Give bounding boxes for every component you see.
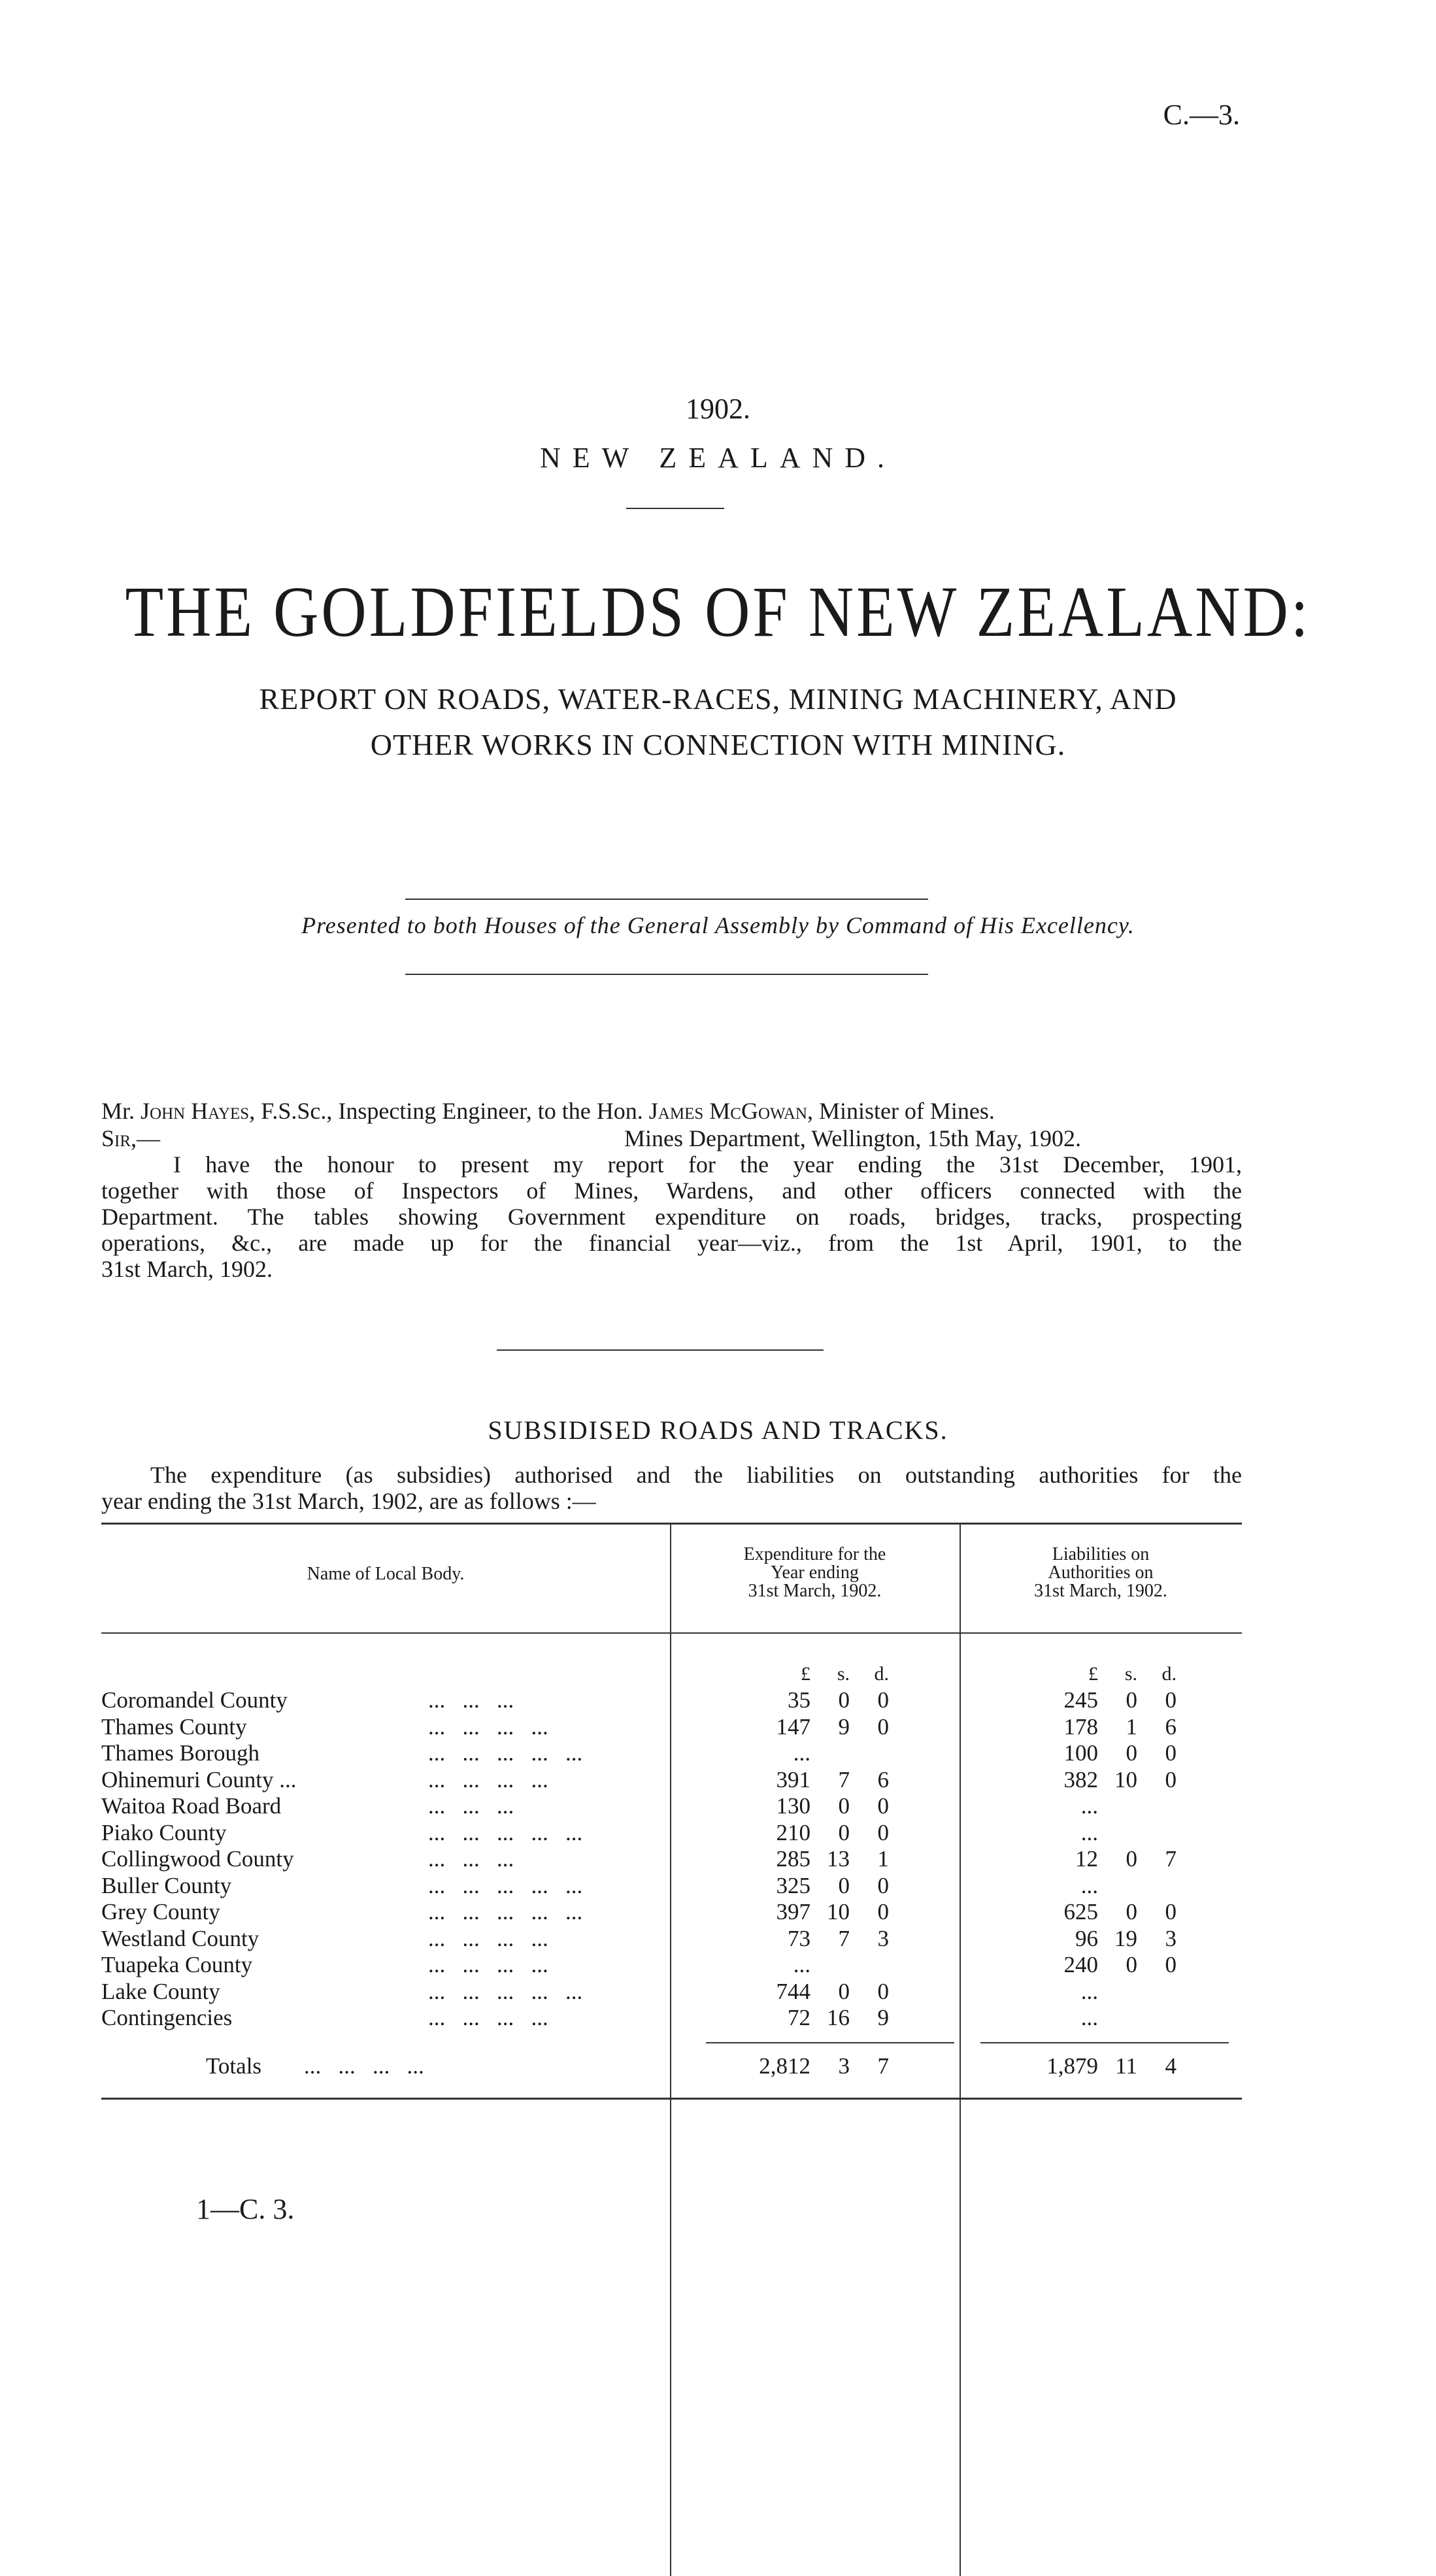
liabilities-pounds: 240 — [1063, 1952, 1098, 1977]
row-leader: ... ... ... — [428, 1793, 514, 1819]
section-intro-line-1: The expenditure (as subsidies) authorised and the liabilities on outstanding authorities for the — [150, 1462, 1242, 1488]
document-title: THE GOLDFIELDS OF NEW ZEALAND: — [125, 570, 1311, 652]
header-text: 31st March, 1902. — [748, 1581, 882, 1601]
liabilities-pence: 0 — [1165, 1740, 1177, 1766]
liabilities-pence: 0 — [1165, 1766, 1177, 1792]
header-text: Year ending — [771, 1562, 859, 1583]
header-text: Liabilities on — [1052, 1544, 1150, 1564]
address-middle: , F.S.Sc., Inspecting Engineer, to the Hon. — [249, 1098, 649, 1124]
table-row — [101, 1767, 1242, 1794]
liabilities-pounds: 245 — [1063, 1687, 1098, 1713]
liabilities-shillings: 0 — [1126, 1899, 1137, 1924]
unit-pence: d. — [874, 1663, 889, 1685]
expenditure-shillings: 7 — [838, 1925, 850, 1951]
page-reference: C.—3. — [1163, 99, 1240, 131]
place-date: Mines Department, Wellington, 15th May, 1902. — [624, 1125, 1082, 1151]
document-subtitle — [0, 676, 1436, 768]
liabilities-shillings: 10 — [1114, 1766, 1137, 1792]
row-leader: ... ... ... ... ... — [428, 1819, 583, 1845]
liabilities-pounds: 178 — [1063, 1713, 1098, 1740]
liabilities-shillings: 19 — [1114, 1925, 1137, 1951]
unit-pence: d. — [1161, 1663, 1177, 1685]
column-header-expenditure — [670, 1545, 960, 1600]
header-text: Authorities on — [1048, 1562, 1154, 1583]
row-name: Grey County — [101, 1899, 220, 1924]
row-leader: ... ... ... ... — [428, 1952, 548, 1977]
row-leader: ... ... ... ... ... — [428, 1978, 583, 2004]
liabilities-pounds: 12 — [1075, 1846, 1098, 1872]
liabilities-pounds: ... — [1080, 1819, 1098, 1845]
letter-body-line-5: 31st March, 1902. — [101, 1256, 273, 1282]
sender-name: John Hayes — [141, 1098, 250, 1124]
expenditure-pence: 6 — [877, 1766, 889, 1792]
liabilities-pounds: 96 — [1075, 1925, 1098, 1951]
expenditure-shillings: 10 — [827, 1899, 850, 1924]
table-row — [101, 1926, 1242, 1953]
country-heading: NEW ZEALAND. — [539, 442, 897, 474]
letter-address — [101, 1098, 1242, 1124]
liabilities-pence: 0 — [1165, 1899, 1177, 1924]
unit-shillings: s. — [837, 1663, 850, 1685]
table-row — [101, 1793, 1242, 1820]
column-header-liabilities — [960, 1545, 1242, 1600]
row-name: Ohinemuri County ... — [101, 1766, 297, 1792]
row-leader: ... ... ... — [428, 1687, 514, 1713]
expenditure-shillings: 0 — [838, 1793, 850, 1819]
liabilities-pence: 0 — [1165, 1952, 1177, 1977]
expenditure-pounds: 73 — [788, 1925, 810, 1951]
expenditure-pounds: 35 — [788, 1687, 810, 1713]
row-leader: ... ... ... ... — [428, 2005, 548, 2030]
expenditure-shillings: 0 — [838, 1819, 850, 1845]
expenditure-pounds: 210 — [776, 1819, 810, 1845]
table-top-rule — [101, 1523, 1242, 1525]
letter-body-line-2: together with those of Inspectors of Mines, Wardens, and other officers connected with the — [101, 1178, 1242, 1204]
divider — [405, 899, 928, 900]
expenditure-pounds: 72 — [788, 2005, 810, 2030]
liabilities-pence: 3 — [1165, 1925, 1177, 1951]
row-name: Piako County — [101, 1819, 227, 1845]
liabilities-shillings: 0 — [1126, 1846, 1137, 1872]
expenditure-shillings: 13 — [827, 1846, 850, 1872]
totals-rule — [980, 2042, 1229, 2043]
liabilities-shillings: 0 — [1126, 1952, 1137, 1977]
table-row — [101, 1873, 1242, 1900]
liabilities-pounds: 100 — [1063, 1740, 1098, 1766]
total-expenditure-pounds: 2,812 — [759, 2053, 810, 2079]
expenditure-pence: 0 — [877, 1793, 889, 1819]
expenditure-shillings: 0 — [838, 1978, 850, 2004]
expenditure-pounds: 391 — [776, 1766, 810, 1792]
expenditure-pence: 3 — [877, 1925, 889, 1951]
liabilities-pounds: 382 — [1063, 1766, 1098, 1792]
address-prefix: Mr. — [101, 1098, 141, 1124]
expenditure-pounds: 285 — [776, 1846, 810, 1872]
row-leader: ... ... ... ... — [428, 1925, 548, 1951]
liabilities-pounds: 625 — [1063, 1899, 1098, 1924]
report-year: 1902. — [686, 393, 750, 425]
liabilities-pounds: ... — [1080, 2005, 1098, 2030]
row-leader: ... ... ... — [428, 1846, 514, 1872]
row-leader: ... ... ... ... ... — [428, 1740, 583, 1766]
total-expenditure-shillings: 3 — [838, 2053, 850, 2079]
table-bottom-rule — [101, 2098, 1242, 2100]
divider — [405, 974, 928, 975]
expenditure-pence: 9 — [877, 2005, 889, 2030]
expenditure-shillings: 16 — [827, 2005, 850, 2030]
table-header-rule — [101, 1632, 1242, 1634]
total-liabilities-shillings: 11 — [1115, 2053, 1137, 2079]
row-leader: ... ... ... ... — [428, 1713, 548, 1740]
divider — [497, 1349, 824, 1351]
liabilities-shillings: 0 — [1126, 1740, 1137, 1766]
expenditure-pence: 0 — [877, 1872, 889, 1898]
row-name: Contingencies — [101, 2005, 233, 2030]
presentation-note: Presented to both Houses of the General Assembly by Command of His Excellency. — [301, 912, 1135, 938]
row-name: Lake County — [101, 1978, 220, 2004]
table-row — [101, 1820, 1242, 1847]
row-name: Buller County — [101, 1872, 232, 1898]
section-intro-line-2: year ending the 31st March, 1902, are as follows :— — [101, 1488, 596, 1514]
liabilities-pounds: ... — [1080, 1793, 1098, 1819]
liabilities-pence: 0 — [1165, 1687, 1177, 1713]
liabilities-shillings: 0 — [1126, 1687, 1137, 1713]
row-name: Thames County — [101, 1713, 247, 1740]
letter-body-line-1: I have the honour to present my report for the year ending the 31st December, 1901, — [173, 1151, 1242, 1178]
address-suffix: , Minister of Mines. — [807, 1098, 995, 1124]
expenditure-pence: 0 — [877, 1819, 889, 1845]
expenditure-pence: 0 — [877, 1899, 889, 1924]
row-leader: ... ... ... ... ... — [428, 1872, 583, 1898]
letter-salutation-line — [101, 1125, 1242, 1151]
total-liabilities-pence: 4 — [1165, 2053, 1177, 2079]
subtitle-line-1: REPORT ON ROADS, WATER-RACES, MINING MACHINERY, AND — [259, 682, 1177, 716]
expenditure-pence: 0 — [877, 1978, 889, 2004]
unit-shillings: s. — [1124, 1663, 1137, 1685]
divider — [626, 508, 724, 509]
unit-pounds: £ — [1088, 1663, 1098, 1685]
table-row — [101, 1979, 1242, 2006]
table-row — [101, 1714, 1242, 1741]
row-name: Collingwood County — [101, 1846, 294, 1872]
units-row — [0, 1663, 1436, 1689]
liabilities-pence: 6 — [1165, 1713, 1177, 1740]
liabilities-pounds: ... — [1080, 1872, 1098, 1898]
column-header-name: Name of Local Body. — [307, 1564, 465, 1584]
expenditure-pence: 0 — [877, 1713, 889, 1740]
table-row — [101, 2005, 1242, 2032]
expenditure-pounds: 397 — [776, 1899, 810, 1924]
table-row — [101, 1687, 1242, 1714]
liabilities-pence: 7 — [1165, 1846, 1177, 1872]
row-name: Waitoa Road Board — [101, 1793, 282, 1819]
expenditure-pounds: 744 — [776, 1978, 810, 2004]
expenditure-shillings: 0 — [838, 1687, 850, 1713]
expenditure-pounds: 147 — [776, 1713, 810, 1740]
table-row — [101, 1846, 1242, 1873]
row-leader: ... ... ... ... — [428, 1766, 548, 1792]
totals-row — [101, 2052, 1242, 2081]
expenditure-shillings: 9 — [838, 1713, 850, 1740]
expenditure-pence: 0 — [877, 1687, 889, 1713]
totals-label: Totals — [206, 2053, 262, 2079]
expenditure-shillings: 0 — [838, 1872, 850, 1898]
letter-body-line-3: Department. The tables showing Government expenditure on roads, bridges, tracks, prospecting — [101, 1204, 1242, 1230]
expenditure-shillings: 7 — [838, 1766, 850, 1792]
subtitle-line-2: OTHER WORKS IN CONNECTION WITH MINING. — [370, 728, 1066, 761]
table-row — [101, 1740, 1242, 1767]
footer-reference: 1—C. 3. — [196, 2193, 295, 2225]
section-title: SUBSIDISED ROADS AND TRACKS. — [488, 1415, 948, 1445]
table-row — [101, 1899, 1242, 1926]
expenditure-pence: 1 — [877, 1846, 889, 1872]
row-name: Tuapeka County — [101, 1952, 253, 1977]
salutation: Sir,— — [101, 1125, 161, 1151]
letter-body-line-4: operations, &c., are made up for the financial year—viz., from the 1st April, 1901, to the — [101, 1230, 1242, 1256]
row-name: Westland County — [101, 1925, 259, 1951]
expenditure-pounds: ... — [793, 1740, 810, 1766]
header-text: 31st March, 1902. — [1034, 1581, 1167, 1601]
expenditure-pounds: ... — [793, 1952, 810, 1977]
row-name: Thames Borough — [101, 1740, 260, 1766]
expenditure-pounds: 325 — [776, 1872, 810, 1898]
totals-leader: ... ... ... ... — [304, 2053, 424, 2079]
total-liabilities-pounds: 1,879 — [1046, 2053, 1098, 2079]
row-name: Coromandel County — [101, 1687, 288, 1713]
recipient-name: James McGowan — [648, 1098, 807, 1124]
expenditure-pounds: 130 — [776, 1793, 810, 1819]
unit-pounds: £ — [801, 1663, 810, 1685]
liabilities-pounds: ... — [1080, 1978, 1098, 2004]
table-row — [101, 1952, 1242, 1979]
row-leader: ... ... ... ... ... — [428, 1899, 583, 1924]
totals-rule — [706, 2042, 954, 2043]
total-expenditure-pence: 7 — [877, 2053, 889, 2079]
liabilities-shillings: 1 — [1126, 1713, 1137, 1740]
header-text: Expenditure for the — [743, 1544, 886, 1564]
